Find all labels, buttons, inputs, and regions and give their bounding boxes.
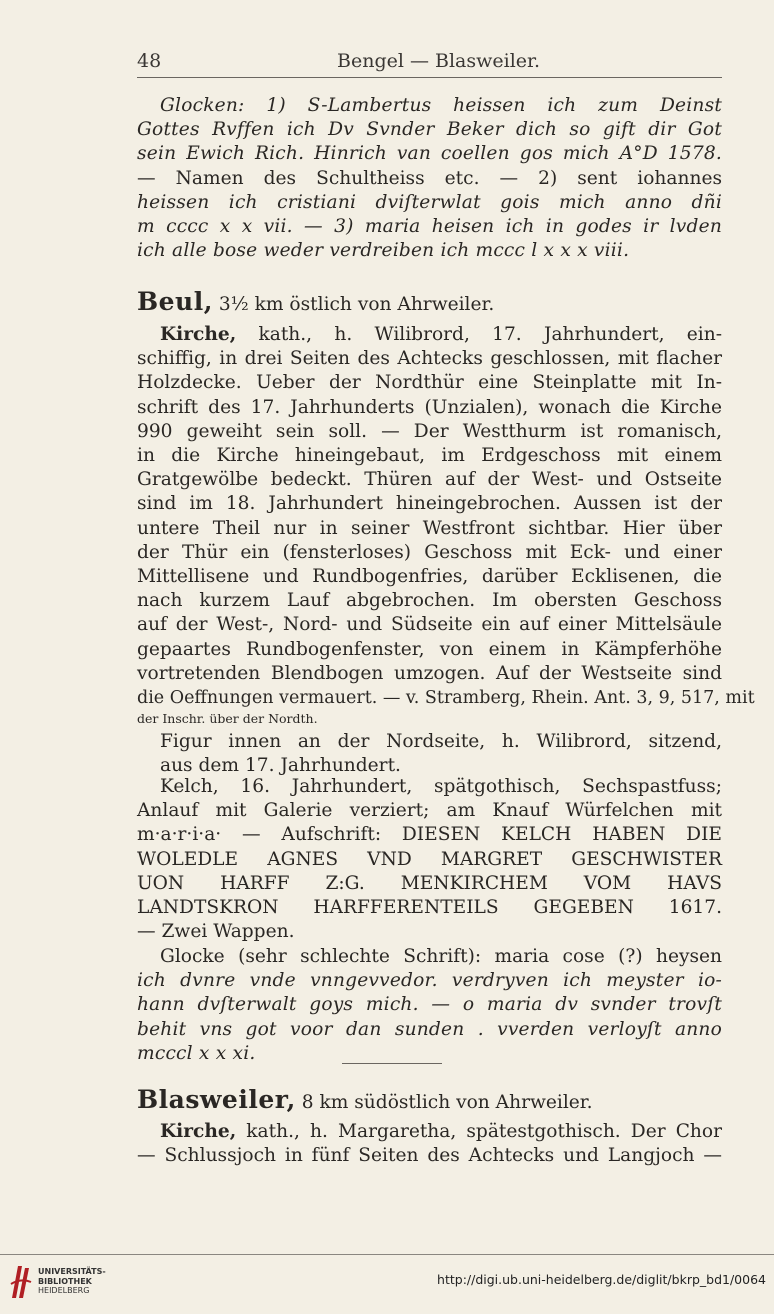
running-title: Bengel — Blasweiler. — [337, 50, 541, 72]
blasweiler-location: 8 km südöstlich von Ahrweiler. — [301, 1092, 593, 1113]
text-line: behit vns got voor dan sunden . vverden verloyſt anno — [137, 1018, 722, 1040]
text-line: Holzdecke. Ueber der Nordthür eine Steinplatte mit In- — [137, 372, 722, 394]
beul-kelch-paragraph — [137, 775, 722, 944]
text-line: vortretenden Blendbogen umzogen. Auf der Westseite sind — [137, 662, 722, 684]
text-line: WOLEDLE AGNES VND MARGRET GESCHWISTER — [137, 848, 722, 870]
text-line: Figur innen an der Nordseite, h. Wilibrord, sitzend, — [160, 731, 722, 752]
text-line: sein Ewich Rich. Hinrich van coellen gos mich A°D 1578. — [137, 143, 722, 165]
text-line: in die Kirche hineingebaut, im Erdgeschoss mit einem — [137, 445, 722, 467]
page-number: 48 — [137, 50, 162, 72]
text-line: der Thür ein (fensterloses) Geschoss mit Eck- und einer — [137, 541, 722, 563]
text-line: m cccc x x vii. — 3) maria heisen ich in godes ir lvden — [137, 216, 722, 238]
text-line: mcccl x x xi. — [137, 1042, 256, 1064]
library-line: HEIDELBERG — [38, 1286, 90, 1295]
text-line: 990 geweiht sein soll. — Der Westthurm ist romanisch, — [137, 420, 722, 442]
text-line: — Zwei Wappen. — [137, 921, 295, 943]
text-line: ich alle bose weder verdreiben ich mccc l x x x viii. — [137, 240, 630, 262]
citation-note: der Inschr. über der Nordth. — [137, 711, 318, 727]
text-line: schrift des 17. Jahrhunderts (Unzialen), wonach die Kirche — [137, 396, 722, 418]
text-line: heissen ich cristiani dviſterwlat gois mich anno dñi — [137, 191, 722, 213]
text-line: Gratgewölbe bedeckt. Thüren auf der West- und Ostseite — [137, 469, 722, 491]
text-line: sind im 18. Jahrhundert hineingebrochen. Aussen ist der — [137, 493, 722, 515]
library-line: UNIVERSITÄTS- — [38, 1267, 106, 1276]
text-line: Gottes Rvffen ich Dv Svnder Beker dich so gift dir Got — [137, 119, 722, 141]
text-line: Mittellisene und Rundbogenfries, darüber Ecklisenen, die — [137, 566, 722, 588]
bengel-glocken-paragraph — [137, 94, 722, 263]
place-name-blasweiler: Blasweiler, — [137, 1085, 296, 1114]
beul-kirche-paragraph — [137, 323, 755, 727]
text-line: untere Theil nur in seiner Westfront sichtbar. Hier über — [137, 517, 722, 539]
beul-heading — [137, 287, 722, 317]
text-line: kath., h. Margaretha, spätestgothisch. Der Chor — [246, 1121, 722, 1142]
text-line: auf der West-, Nord- und Südseite ein auf einer Mittelsäule — [137, 614, 722, 636]
text-line: schiffig, in drei Seiten des Achtecks geschlossen, mit flacher — [137, 348, 722, 370]
text-line: aus dem 17. Jahrhundert. — [160, 755, 401, 777]
text-line: Glocken: 1) S-Lambertus heissen ich zum Deinst — [160, 95, 722, 116]
text-line: kath., h. Wilibrord, 17. Jahrhundert, ein- — [258, 324, 722, 345]
place-name-beul: Beul, — [137, 287, 213, 316]
kirche-label: Kirche, — [160, 324, 237, 345]
text-line: hann dvſterwalt goys mich. — o maria dv svnder trovſt — [137, 994, 722, 1016]
text-line: — Namen des Schultheiss etc. — 2) sent iohannes — [137, 167, 722, 189]
beul-location: 3½ km östlich von Ahrweiler. — [218, 294, 495, 315]
text-line: nach kurzem Lauf abgebrochen. Im obersten Geschoss — [137, 590, 722, 612]
beul-figur-paragraph — [137, 730, 722, 778]
beul-glocke-paragraph — [137, 945, 722, 1066]
footer-rule — [0, 1254, 774, 1255]
blasweiler-heading — [137, 1085, 722, 1115]
text-line: Anlauf mit Galerie verziert; am Knauf Würfelchen mit — [137, 800, 722, 822]
library-line: BIBLIOTHEK — [38, 1276, 92, 1286]
text-line: Glocke (sehr schlechte Schrift): maria cose (?) heysen — [160, 946, 722, 967]
header-rule — [137, 77, 722, 78]
blasweiler-kirche-paragraph — [137, 1120, 722, 1168]
text-line: LANDTSKRON HARFFERENTEILS GEGEBEN 1617. — [137, 897, 722, 919]
text-line: — Schlussjoch in fünf Seiten des Achtecks und Langjoch — — [137, 1145, 722, 1167]
section-divider — [342, 1063, 442, 1064]
text-line: m·a·r·i·a· — Aufschrift: DIESEN KELCH HABEN DIE — [137, 824, 722, 846]
kirche-label: Kirche, — [160, 1121, 237, 1142]
source-url-link[interactable]: http://digi.ub.uni-heidelberg.de/diglit/bkrp_bd1/0064 — [437, 1272, 766, 1287]
library-name — [38, 1267, 106, 1296]
text-line: die Oeffnungen vermauert. — v. Stramberg, Rhein. Ant. 3, 9, 517, mit — [137, 688, 755, 709]
university-library-logo-icon — [8, 1262, 34, 1302]
text-line: Kelch, 16. Jahrhundert, spätgothisch, Sechspastfuss; — [160, 776, 722, 797]
text-line: UON HARFF Z:G. MENKIRCHEM VOM HAVS — [137, 872, 722, 894]
text-line: gepaartes Rundbogenfenster, von einem in Kämpferhöhe — [137, 638, 722, 660]
text-line: ich dvnre vnde vnngevvedor. verdryven ich meyster io- — [137, 970, 722, 992]
